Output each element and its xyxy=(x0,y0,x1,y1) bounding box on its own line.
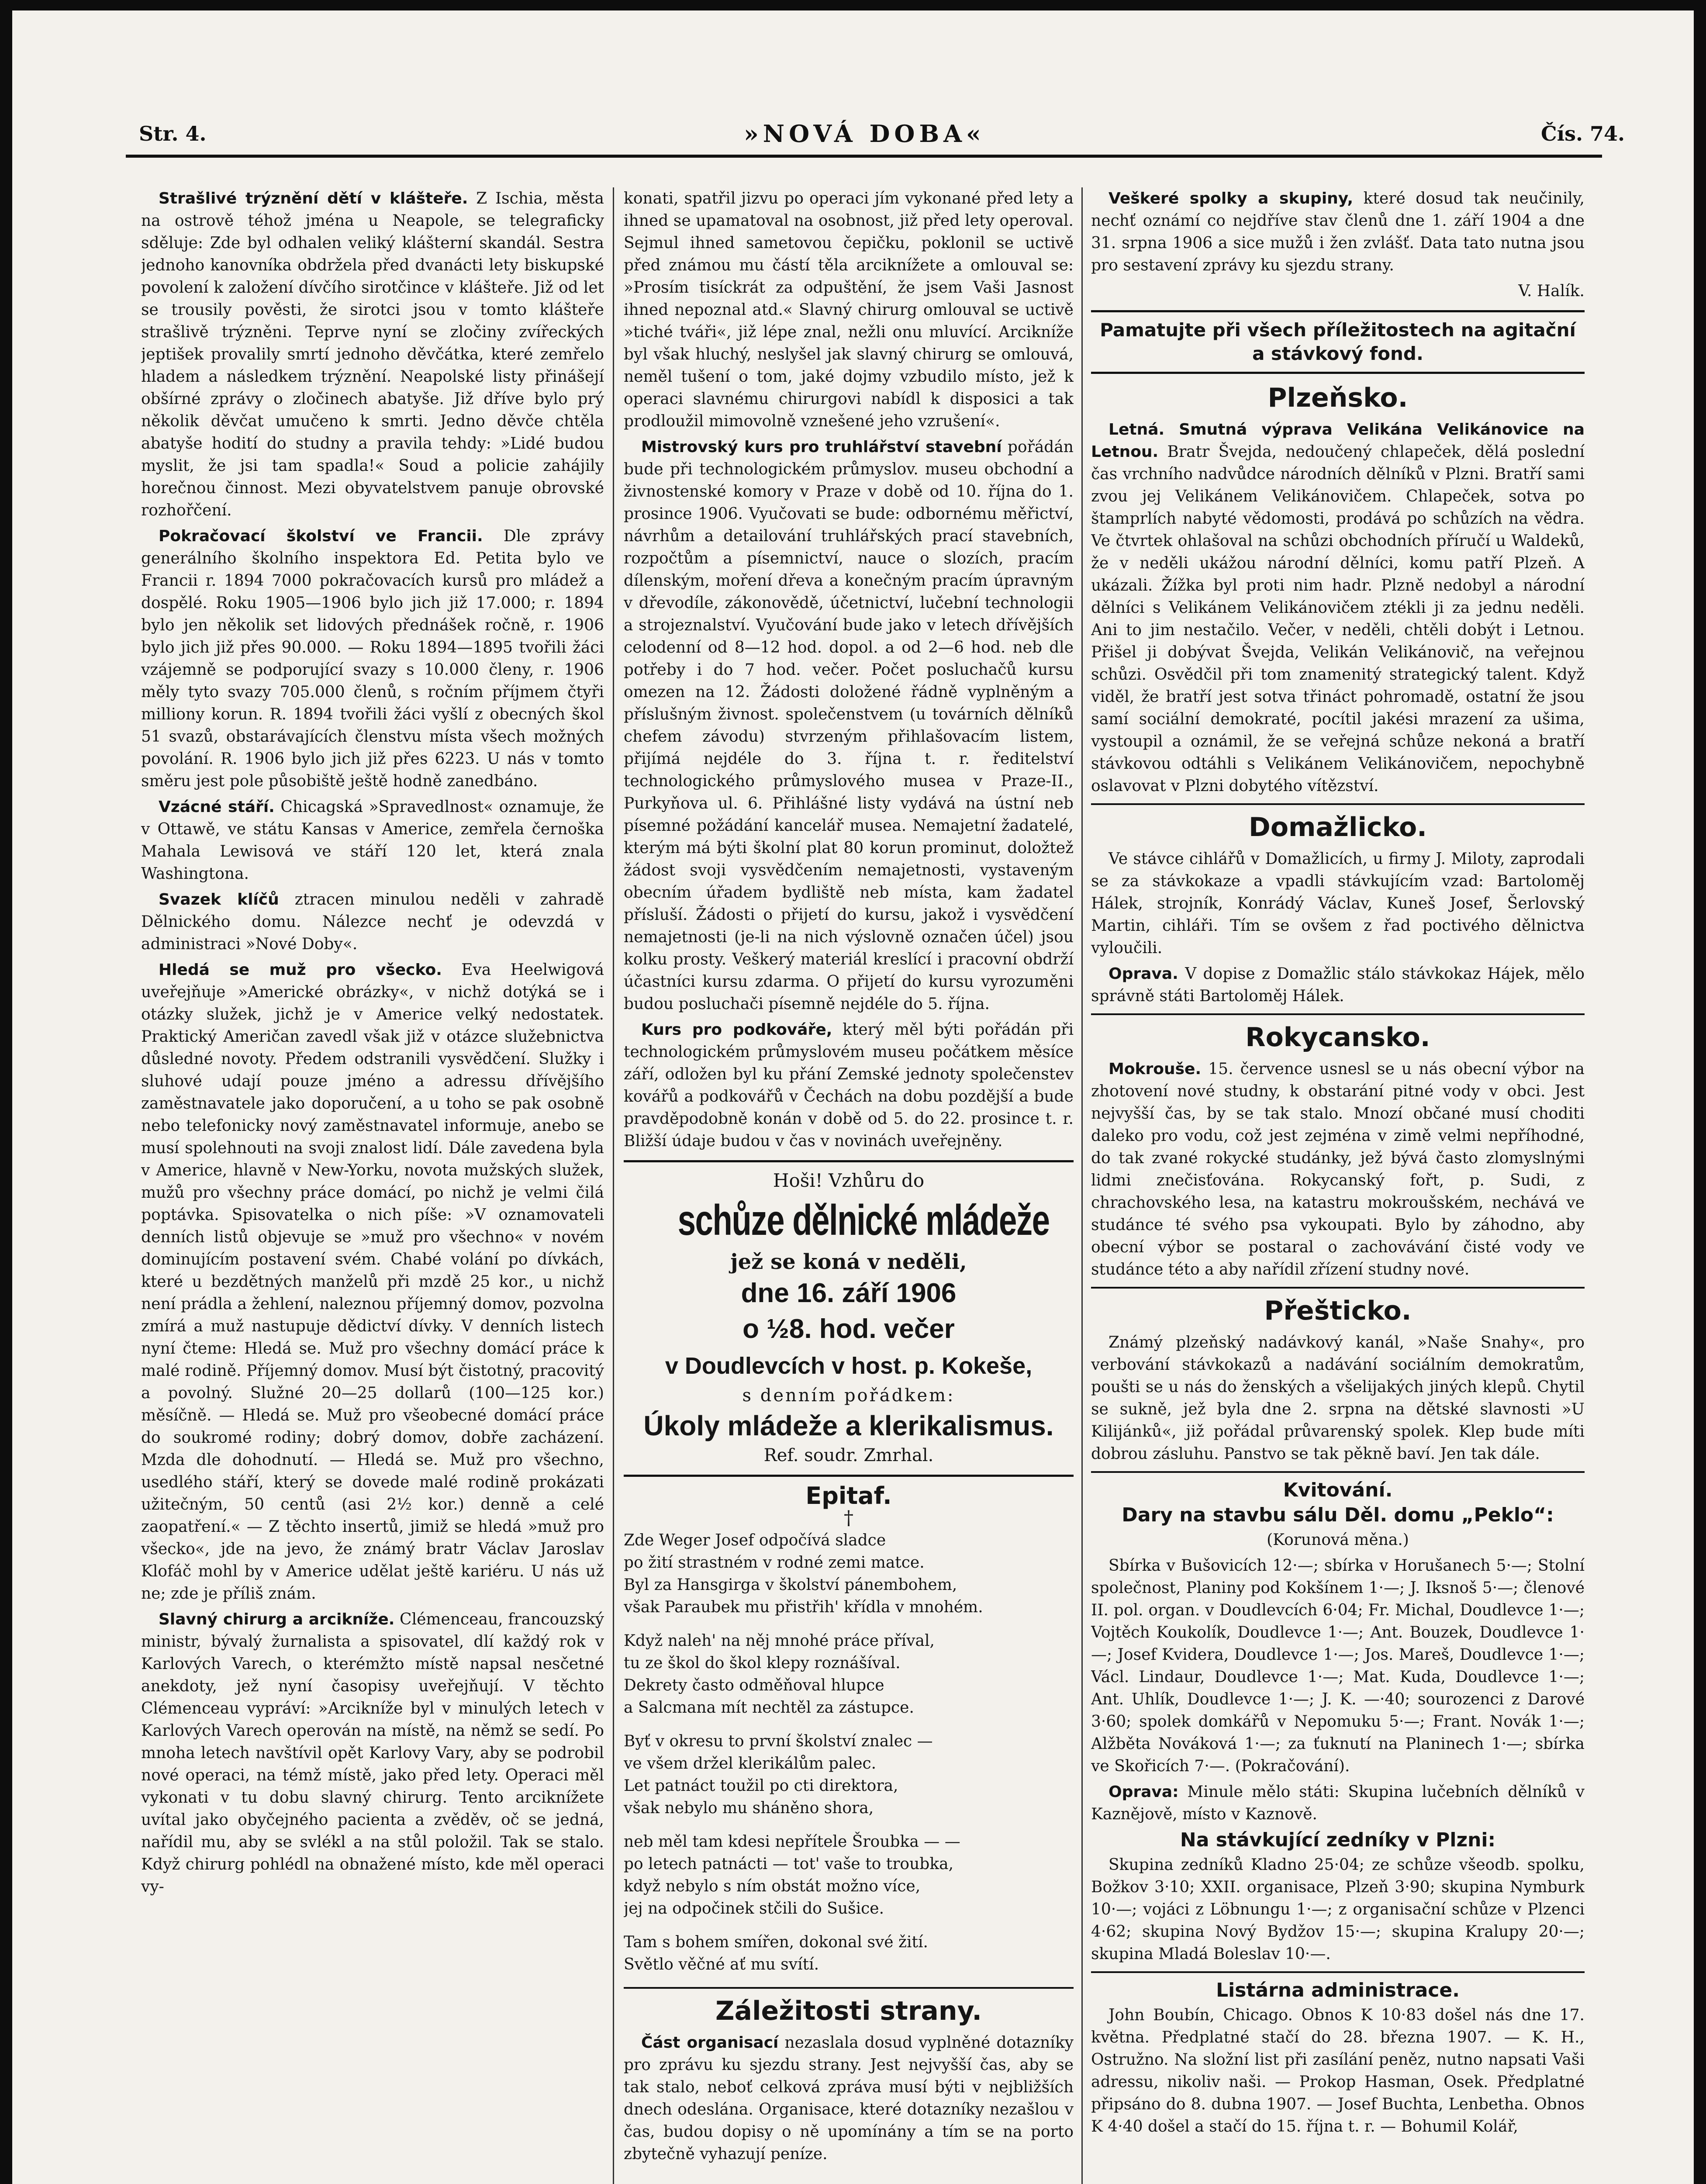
article xyxy=(1091,187,1585,276)
epitaph-poem xyxy=(624,1529,1074,1976)
article-text: který měl býti pořádán při technologickém průmyslovém museu počátkem měsíce září, odložen byl ku přání Zemské jednoty společenstev kovářů a podkovářů v Čechách na dobu pozdější a bude pravděpodobně konán v době od 5. do 22. prosince t. r. Bližší údaje budou v čas v novinách uveřejněny. xyxy=(624,1021,1074,1150)
newspaper-page xyxy=(12,10,1694,2184)
donation-list: Sbírka v Bušovicích 12·—; sbírka v Horušanech 5·—; Stolní společnost, Planiny pod Kokšínem 1·—; J. Iksnoš 5·—; členové II. pol. organ. v Doudlevcích 6·04; Fr. Michal, Doudlevce 1·—; Vojtěch Koukolík, Doudlevce 1·—; Ant. Bouzek, Doudlevce 1·—; Josef Kvidera, Doudlevce 1·—; Jos. Mareš, Doudlevce 1·—; Václ. Lindaur, Doudlevce 1·—; Mat. Kuda, Doudlevce 1·—; Ant. Uhlík, Doudlevce 1·—; J. K. —·40; sourozenci z Darové 3·60; spolek domkářů v Nepomuku 5·—; Frant. Novák 1·—; Alžběta Nováková 1·—; za ťuknutí na Planinech 1·—; sbírka ve Skořicích 7·—. (Pokračování). xyxy=(1091,1557,1585,1775)
article-text: 15. července usnesl se u nás obecní výbor na zhotovení nové studny, k obstarání pitné vody v obci. Jest nejvyšší čas, by se tak stalo. Mnozí občané musí choditi daleko pro vodu, což jest zejména v zimě velmi nepříhodné, do tak zvané rokycké studánky, jež bývá často zlomyslnými lidmi znečisťována. Rokycanský fořt, p. Sudi, z chrachovského lesa, na katastru mokroušském, nechává ve studánce té svého psa vykoupati. Bylo by záhodno, aby obecní výbor se postaral o zachovávání čisté vody ve studánce této a aby nařídil zřízení studny nové. xyxy=(1091,1060,1585,1279)
article-kicker: Oprava. xyxy=(1109,965,1178,983)
ad-date: dne 16. září 1906 xyxy=(741,1278,957,1308)
article-text: Eva Heelwigová uveřejňuje »Americké obrázky«, v nichž dotýká se i otázky služek, jichž je v Americe velký nedostatek. Praktický Američan zavedl však již v otázce služebnictva důsledné novoty. Předem odstranili vysvědčení. Služky i sluhové udají pouze jméno a adressu dřívějšího zaměstnavatele jako doporučení, a u toho se pak osobně nebo telefonicky nový zaměstnavatel informuje, anebo se musí spolehnouti na svoji znalost lidí. Dále zavedena byla v Americe, hlavně v New-Yorku, novota mužských služek, mužů pro všechny práce domácí, po nichž je velmi čilá poptávka. Spisovatelka o nich píše: »V oznamovateli denních listů objevuje se »muž pro všechno« v novém dominujícím postavení svém. Chabé volání po dívkách, které u bezdětných manželů při mzdě 25 kor., u nichž není prádla a žehlení, naleznou příjemný domov, pozvolna zmírá a muž nastupuje dědictví dívky. V denních listech nyní čteme: Hledá se. Muž pro všechny domácí práce k malé rodině. Příjemný domov. Musí být čistotný, pracovitý a povolný. Služné 20—25 dollarů (100—125 kor.) měsíčně. — Hledá se. Muž pro všeobecné domácí práce do soukromé rodiny; dobrý domov, dobře zacházení. Mzda dle dohodnutí. — Hledá se. Muž pro všechno, usedlého stáří, který se dovede malé rodině prokázati užitečným, 50 centů (asi 2½ kor.) denně a celé zaopatření.« — Z těchto insertů, jimiž se hledá »muž pro všecko«, jde na jevo, že známý bratr Václav Jaroslav Klofáč mohl by v Americe udělat ještě kariéru. U nás už ne; zde je příliš znám. xyxy=(141,961,604,1603)
article-text: nezaslala dosud vyplněné dotazníky pro zprávu ku sjezdu strany. Jest nejvyšší čas, aby se tak stalo, neboť celková zpráva musí býti v nejbližších dnech odeslána. Organisace, které dotazníky nezašlou v čas, budou dopisy o ně upomínány a tím se na porto zbytečně vyhazují peníze. xyxy=(624,2034,1074,2163)
correction-text: Minule mělo státi: Skupina lučebních dělníků v Kaznějově, místo v Kaznově. xyxy=(1091,1783,1585,1823)
article-text: Ve stávce cihlářů v Domažlicích, u firmy J. Miloty, zaprodali se za stávkokaze a vpadli stávkujícím vzad: Bartoloměj Hálek, strojník, Konrádý Václav, Kuneš Josef, Šerlovský Martin, cihláři. Tím se ovšem z řad poctivého dělnictva vyloučili. xyxy=(1091,850,1585,957)
article-text: Clémenceau, francouzský ministr, bývalý žurnalista a spisovatel, dlí každý rok v Karlových Varech, o kterémžto místě napsal nesčetné anekdoty, jež nyní časopisy uveřejňují. V těchto Clémenceau vypráví: »Arciknížе byl v minulých letech v Karlových Varech operován na místě, na němž se sedí. Po mnoha letech navštívil opět Karlovy Vary, aby se podrobil nové operaci, na témž místě, jako před lety. Operaci měl vykonati v tu dobu slavný chirurg. Tento arciknížete uvítal jako obyčejného pacienta a zvěděv, oč se jedná, nařídil mu, aby se svlékl a na stůl položil. Tak se stalo. Když chirurg pohlédl na obnažené místo, kde měl operaci vy- xyxy=(141,1610,604,1896)
section-heading: Přešticko. xyxy=(1264,1296,1412,1326)
poem-stanza: neb měl tam kdesi nepřítele Šroubka — — po letech patnácti — tot' vaše to troubka, když nebylo s ním obstát možno více, jej na odpočinek stčili do Sušice. xyxy=(624,1833,960,1918)
poem-stanza: Když naleh' na něj mnohé práce příval, tu ze škol do škol klepy roznášíval. Dekrety často odměňoval hlupce a Salcmana mít nechtěl za zástupce. xyxy=(624,1632,935,1717)
article-kicker: Pokračovací školství ve Francii. xyxy=(159,527,483,545)
ad-agenda-label: s denním pořádkem: xyxy=(742,1386,955,1406)
article-kicker: Část organisací xyxy=(641,2034,779,2052)
article-text: Chicagská »Spravedlnost« oznamuje, že v Ottawě, ve státu Kansas v Americe, zemřela černoška Mahala Lewisová ve stáří 120 let, která znala Washingtona. xyxy=(141,798,604,883)
article xyxy=(624,2032,1074,2165)
article-text: Bratr Švejda, nedoučený chlapeček, dělá poslední čas vrchního nadvůdce národních dělníků v Plzni. Bratří sami zvou jej Velikánem Velikánovičem. Chlapeček, sotva po štamprlích nabyté vědomosti, prodává po schůzích na vědra. Ve čtvrtek ohlašoval na schůzi obchodních příručí u Waldeků, že v neděli ukážou národní dělníci, komu patří Plzeň. A ukázali. Žížka byl proti nim hadr. Plzně nedobyl a národní dělníci s Velikánem Velikánovičem ztékli ji za jednu neděli. Ani to jim nestačilo. Večer, v neděli, chtěli dobýt i Letnou. Přišel ji dobývat Švejda, Velikán Velikánovič, na veřejnou schůzi. Osvědčil při tom znamenitý strategický talent. Když viděl, že bratří jest sotva třináct pohromadě, ostatní že jsou samí sociální demokraté, pocítil jakési mrazení za ušima, vystoupil a oznámil, že se veřejná schůze nekoná a bratří stávkovou odtáhli s Velikánem Velikánovičem, nepochybně oslavovat v Plzni dobytého vítězství. xyxy=(1091,443,1585,795)
ad-venue: v Doudlevcích v host. p. Kokeše, xyxy=(665,1353,1033,1379)
section-heading: Domažlicko. xyxy=(1249,812,1427,843)
article-kicker: Veškeré spolky a skupiny, xyxy=(1109,190,1354,207)
article-text: ztracen minulou neděli v zahradě Dělnického domu. Nálezce nechť je odevzdá v administraci »Nové Doby«. xyxy=(141,891,604,953)
divider xyxy=(624,1987,1074,1989)
article-text: Známý plzeňský nadávkový kanál, »Naše Snahy«, pro verbování stávkokazů a nadávání sociálním demokratům, poušti se u nás do ženských a všelijakých jiných klepů. Chytil se sukně, jež byla dne 2. srpna na dětské slavnosti »U Kilijánků«, již pořádal průvarenský spolek. Klep bude míti dobrou zásluhu. Panstvo se tak pěkně baví. Jen tak dále. xyxy=(1091,1334,1585,1463)
article-text: které dosud tak neučinily, nechť oznámí co nejdříve stav členů dne 1. září 1904 a dne 31. srpna 1906 a sice mužů i žen zvlášť. Data tato nutna jsou pro sestavení zprávy ku sjezdu strany. xyxy=(1091,190,1585,274)
article xyxy=(141,187,604,522)
article xyxy=(1091,1058,1585,1281)
strike-donation-list: Skupina zedníků Kladno 25·04; ze schůze všeodb. spolku, Božkov 3·10; XXII. organisace, Plzeň 3·90; skupina Nymburk 10·—; vojáci z Löbnungu 1·—; z organisační schůze v Plzenci 4·62; skupina Nový Bydžov 15·—; skupina Kralupy 20·—; skupina Mladá Boleslav 10·—. xyxy=(1091,1856,1585,1963)
ad-intro: Hoši! Vzhůru do xyxy=(773,1170,925,1191)
divider xyxy=(1091,1471,1585,1473)
article-kicker: Mistrovský kurs pro truhlářství stavební xyxy=(641,438,1002,456)
article xyxy=(624,436,1074,1015)
poem-stanza: Byť v okresu to první školství znalec — ve všem držel klerikálům palec. Let patnáct toužil po cti direktora, však nebylo mu sháněno shora, xyxy=(624,1732,933,1817)
divider xyxy=(1091,1287,1585,1289)
ad-time: o ½8. hod. večer xyxy=(742,1314,955,1344)
article-kicker: Kurs pro podkováře, xyxy=(641,1021,832,1039)
column-1 xyxy=(141,187,604,2184)
correction-kicker: Oprava: xyxy=(1109,1783,1179,1801)
article-kicker: Letná. Smutná výprava Velikána Velikánovice na Letnou. xyxy=(1091,421,1585,461)
article xyxy=(1091,418,1585,797)
masthead-title: »NOVÁ DOBA« xyxy=(744,120,985,148)
divider xyxy=(1091,1013,1585,1015)
ad-speaker: Ref. soudr. Zmrhal. xyxy=(763,1445,934,1465)
column-divider xyxy=(613,187,614,2184)
article xyxy=(624,1019,1074,1152)
ad-when: jež se koná v neděli, xyxy=(730,1250,967,1274)
issue-number: Čís. 74. xyxy=(1541,122,1625,145)
article xyxy=(141,1608,604,1898)
article-kicker: Vzácné stáří. xyxy=(159,798,275,816)
column-2 xyxy=(624,187,1074,2184)
article xyxy=(141,796,604,885)
article-text: Dle zprávy generálního školního inspektora Ed. Petita bylo ve Francii r. 1894 7000 pokračovacích kursů pro mládež a dospělé. Roku 1905—1906 bylo jich již 17.000; r. 1894 bylo jen několik set lidových přednášek ročně, r. 1906 bylo jich již přes 90.000. — Roku 1894—1895 tvořili žáci vzájemně se podporující svazy s 10.000 členy, r. 1906 měly tyto svazy 705.000 členů, s ročním příjmem čtyři milliony korun. R. 1894 tvořili žáci vyšlí z obecných škol 51 svazů, obstarávajících členstvu místa všech možných povolání. R. 1906 bylo jich již přes 6223. U nás v tomto směru jest pole působiště ještě hodně zanedbáno. xyxy=(141,527,604,790)
correction xyxy=(1091,1781,1585,1825)
donation-heading: Dary na stavbu sálu Děl. domu „Peklo“: xyxy=(1122,1504,1554,1526)
section-heading: Záležitosti strany. xyxy=(715,1996,982,2026)
column-divider xyxy=(1081,187,1083,2184)
article-continuation: konati, spatřil jizvu po operaci jím vykonané před lety a ihned se upamatoval na osobnost, již před lety operoval. Sejmul ihned sametovou čepičku, poklonil se uctivě před známou mu částí těla arciknížete a omlouval se: »Prosím tisíckrát za odpuštění, že jsem Vaši Jasnost ihned nepoznal atd.« Slavný chirurg omlouval se uctivě »tiché tváři«, již lépe znal, nežli onu mluvící. Arciknížе byl však hluchý, neslyšel jak slavný chirurg se omlouvá, neměl tušení o tom, jaké dojmy vzbudilo místo, jež k operaci slavnému chirurgovi nabídl k disposici a tak prodloužil mimovolně vznešené jeho vzrušení«. xyxy=(624,190,1074,430)
poem-stanza: Tam s bohem smířen, dokonal své žití. Světlo věčné ať mu svítí. xyxy=(624,1933,928,1973)
section-heading: Rokycansko. xyxy=(1245,1022,1430,1053)
article xyxy=(141,888,604,955)
epitaph xyxy=(624,1482,1074,1976)
section-heading: Listárna administrace. xyxy=(1216,1979,1460,2001)
article-kicker: Strašlivé trýznění dětí v klášteře. xyxy=(159,190,468,207)
epitaph-title: Epitaf. xyxy=(805,1482,892,1510)
page-header xyxy=(12,10,1694,159)
article xyxy=(141,959,604,1605)
article-text: pořádán bude při technologickém průmyslov. museu obchodní a živnostenské komory v Praze v době od 10. října do 1. prosince 1906. Vyučovati se bude: odbornému měřictví, návrhům a detailování truhlářských prací stavebních, rozpočtům a písemnictví, nauce o slozích, pracím dílenským, moření dřeva a konečným pracím úpravným v dřevodíle, zákonovědě, účetnictví, lučební technologii a strojeznalství. Vyučování bude jako v letech dřívějších celodenní od 8—12 hod. dopol. a od 2—6 hod. neb dle potřeby i do 7 hod. večer. Počet posluchačů kursu omezen na 12. Žádosti doložené řádně vyplněným a příslušným živnost. společenstvem (u továrních dělníků chefem závodu) stvrzeným přihlašovacím listem, přijímá nejdéle do 3. října t. r. ředitelství technologického průmyslového musea v Praze-II., Purkyňova ul. 6. Přihlášné listy vydává na ústní neb písemné požádání kancelář musea. Nemajetní žadatelé, kterým má býti školní plat 80 korun prominut, doložtež žádost svoji vysvědčením nemajetnosti, vystaveným obecním úřadem bydliště neb místa, kam žadatel přísluší. Žádosti o přijetí do kursu, jakož i vysvědčení nemajetnosti (je-li na nich výslovně označen účel) jsou kolku prosty. Veškerý materiál kreslící i pracovní obdrží účastníci kursu zdarma. O přijetí do kursu vyrozuměni budou posluchači písemně nejdéle do 5. října. xyxy=(624,438,1074,1013)
divider xyxy=(1091,803,1585,805)
signature: V. Halík. xyxy=(1518,282,1585,300)
section-heading: Kvitování. xyxy=(1283,1479,1393,1501)
divider xyxy=(1091,1971,1585,1973)
article-kicker: Svazek klíčů xyxy=(159,891,279,909)
article xyxy=(141,525,604,792)
page-number: Str. 4. xyxy=(139,122,207,145)
fund-notice: Pamatujte při všech příležitostech na agitační a stávkový fond. xyxy=(1091,310,1585,374)
article-text: V dopise z Domažlic stálo stávkokaz Hájek, mělo správně státi Bartoloměj Hálek. xyxy=(1091,965,1585,1005)
cross-icon: † xyxy=(844,1507,853,1529)
article-kicker: Mokrouše. xyxy=(1109,1060,1202,1078)
strike-heading: Na stávkující zedníky v Plzni: xyxy=(1180,1829,1496,1851)
article xyxy=(1091,963,1585,1007)
column-3 xyxy=(1091,187,1585,2184)
ad-headline: schůze dělnické mládeže xyxy=(677,1196,1050,1244)
administration-letters: John Boubín, Chicago. Obnos K 10·83 došel nás dne 17. května. Předplatné stačí do 28. března 1907. — K. H., Ostružno. Na složní list při zasílání peněz, nutno napsati Vaši adressu, nikoliv naši. — Prokop Hasman, Osek. Předplatné připsáno do 8. dubna 1907. — Josef Buchta, Lenbetha. Obnos K 4·40 došel a stačí do 15. října t. r. — Bohumil Kolář, xyxy=(1091,2006,1585,2136)
article-text: Z Ischia, města na ostrově téhož jména u Neapole, se telegraficky sděluje: Zde byl odhalen veliký klášterní skandál. Sestra jednoho kanovníka obdržela před dvanácti lety biskupské povolení k založení dívčího sirotčince v klášteře. Již od let se trousily pověsti, že sirotci jsou v tomto klášteře strašlivě trýzněni. Teprve nyní se zločiny zvířeckých jeptišek provalily smrtí jednoho děvčátka, které zemřelo hladem a následkem trýznění. Neapolské listy přinášejí obšírné zprávy o zločinech abatyše. Již dříve bylo prý několik děvčat umučeno k smrti. Jedno děvče chtěla abatyše hodití do studny a pravila tehdy: »Lidé budou myslit, že jsi tam spadla!« Soud a policie zahájily horečnou činnost. Mezi obyvatelstvem panuje obrovské rozhořčení. xyxy=(141,190,604,519)
meeting-advertisement xyxy=(624,1160,1074,1477)
article-kicker: Hledá se muž pro všecko. xyxy=(159,961,442,979)
header-rule xyxy=(126,155,1602,158)
section-heading: Plzeňsko. xyxy=(1267,383,1408,413)
ad-agenda: Úkoly mládeže a klerikalismus. xyxy=(643,1410,1054,1441)
poem-stanza: Zde Weger Josef odpočívá sladce po žití strastném v rodné zemi matce. Byl za Hansgirga v školství pánembohem, však Paraubek mu přistřih' křídla v mnohém. xyxy=(624,1531,983,1616)
currency-note: (Korunová měna.) xyxy=(1267,1531,1409,1549)
article-kicker: Slavný chirurg a arciknížе. xyxy=(159,1610,395,1628)
